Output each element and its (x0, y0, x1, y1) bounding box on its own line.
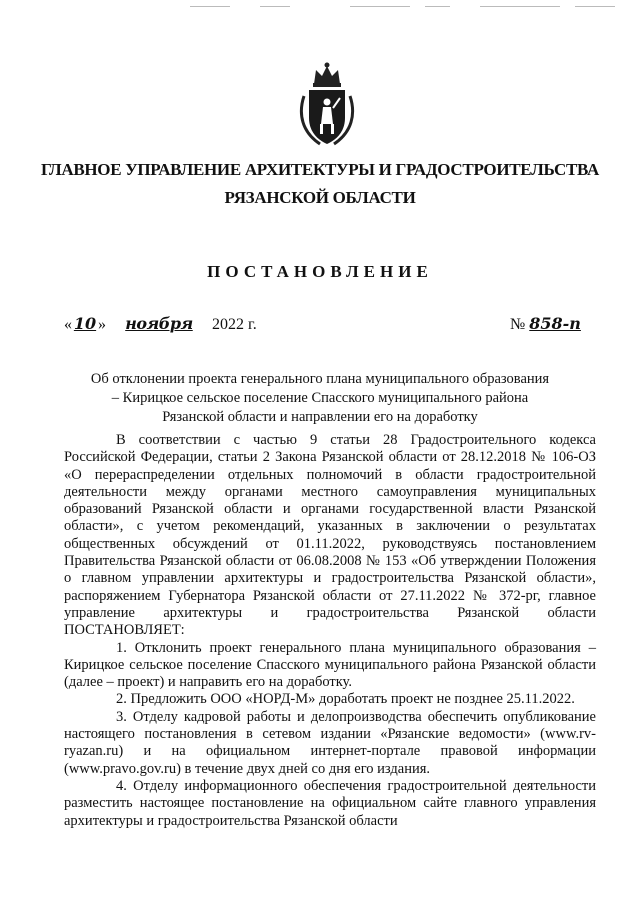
date-day: 10 (73, 314, 97, 333)
number-prefix: № (510, 316, 526, 333)
preamble-paragraph: В соответствии с частью 9 статьи 28 Градостроительного кодекса Российской Федерации, статьи 2 Закона Рязанской области от 28.12.2018 № 106-ОЗ «О перераспределении отдельных полномочий в области градостроительной деятельности между органами местного самоуправления муниципальных образований Рязанской области и органами государственной власти Рязанской области», с учетом рекомендаций, указанных в заключении о результатах общественных обсуждений от 01.11.2022, руководствуясь постановлением Правительства Рязанской области от 06.08.2008 № 153 «Об утверждении Положения о главном управлении архитектуры и градостроительства Рязанской области», распоряжением Губернатора Рязанской области от 27.11.2022 № 372-рг, главное управление архитектуры и градостроительства Рязанской области ПОСТАНОВЛЯЕТ: (64, 432, 596, 639)
item-paragraph-3: 3. Отделу кадровой работы и делопроизводства обеспечить опубликование настоящего постановления в сетевом издании «Рязанские ведомости» (www.rv-ryazan.ru) и на официальном интернет-портале правовой информации (www.pravo.gov.ru) в течение двух дней со дня его издания. (64, 708, 596, 777)
item-paragraph-1: 1. Отклонить проект генерального плана муниципального образования – Кирицкое сельское поселение Спасского муниципального района Рязанской области (далее – проект) и направить его на доработку. (64, 639, 596, 691)
ryazan-coat-of-arms-icon (296, 62, 358, 148)
item-paragraph-4: 4. Отделу информационного обеспечения градостроительной деятельности разместить настоящее постановление на официальном сайте главного управления архитектуры и градостроительства Рязанской области (64, 777, 596, 829)
document-number (510, 314, 581, 334)
number-value: 858-п (529, 314, 581, 333)
agency-name-line2: РЯЗАНСКОЙ ОБЛАСТИ (224, 188, 416, 207)
document-subject: Об отклонении проекта генерального плана муниципального образования – Кирицкое сельское поселение Спасского муниципального района Рязанской области и направлении его на доработку (90, 371, 550, 425)
document-date (64, 314, 257, 334)
date-close-quote: » (98, 316, 106, 333)
date-month: ноября (125, 314, 193, 333)
document-body (64, 432, 596, 830)
agency-name-line1: ГЛАВНОЕ УПРАВЛЕНИЕ АРХИТЕКТУРЫ И ГРАДОСТРОИТЕЛЬСТВА (41, 160, 599, 179)
document-type-title: ПОСТАНОВЛЕНИЕ (207, 262, 433, 281)
date-open-quote: « (64, 316, 72, 333)
date-year: 2022 г. (212, 316, 257, 333)
item-paragraph-2: 2. Предложить ООО «НОРД-М» доработать проект не позднее 25.11.2022. (116, 691, 575, 708)
scan-artifact-lines (190, 6, 620, 10)
